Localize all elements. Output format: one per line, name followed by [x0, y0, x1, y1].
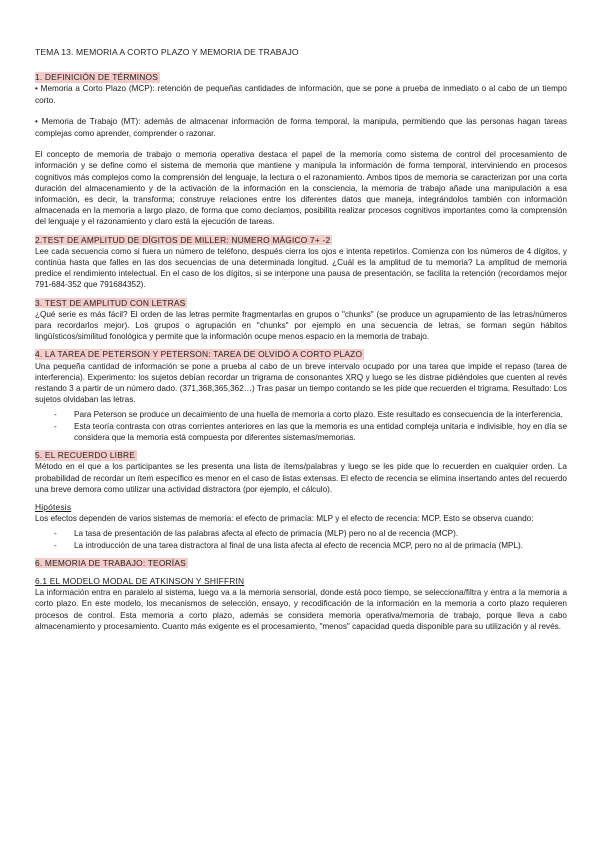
- section-4-heading: 4. LA TAREA DE PETERSON Y PETERSON: TAREA DE OLVIDÓ A CORTO PLAZO: [35, 349, 363, 360]
- hypothesis-paragraph: Los efectos dependen de varios sistemas de memoria: el efecto de primacía: MLP y el efecto de recencia: MCP. Esto se observa cuando:: [35, 514, 534, 524]
- section-2-paragraph: Lee cada secuencia como si fuera un número de teléfono, después cierra los ojos e intenta repetirlos. Comienza con los números de 4 dígitos, y continúa hasta que falles en las dos secuencias de una determinada longitud. ¿Cuál es la amplitud de tu memoria? La amplitud de memoria predice el rendimiento intelectual. En el caso de los dígitos, si se interpone una pausa de presentación, se facilita la retención (recordamos mejor 791-684-352 que 791684352).: [35, 246, 567, 290]
- mt-definition: • Memoria de Trabajo (MT): además de almacenar información de forma temporal, la manipula, permitiendo que las personas hagan tareas complejas como aprender, comprender o razonar.: [35, 117, 567, 138]
- list-item: - La tasa de presentación de las palabras afecta al efecto de primacía (MLP) pero no al de recencia (MCP).: [54, 529, 459, 539]
- section-4: [35, 349, 567, 443]
- dash-bullet: -: [54, 410, 57, 420]
- section-4-list: [35, 409, 567, 443]
- section-1: [35, 72, 567, 227]
- hypothesis-heading: Hipótesis: [35, 501, 72, 512]
- section-2: [35, 235, 567, 291]
- document-title: TEMA 13. MEMORIA A CORTO PLAZO Y MEMORIA DE TRABAJO: [35, 47, 299, 57]
- list-item: - Esta teoría contrasta con otras corrientes anteriores en las que la memoria es una entidad compleja unitaria e indivisible, hoy en día se considera que la memoria está compuesta por diferentes sistemas/memorias.: [54, 421, 567, 442]
- dash-bullet: -: [54, 421, 57, 431]
- section-6-heading: 6. MEMORIA DE TRABAJO: TEORÍAS: [35, 557, 186, 568]
- section-3-heading: 3. TEST DE AMPLITUD CON LETRAS: [35, 297, 186, 308]
- section-6: [35, 558, 567, 632]
- section-3: [35, 298, 567, 343]
- subsection-6-1-heading: 6.1 EL MODELO MODAL DE ATKINSON Y SHIFFRIN: [35, 575, 245, 586]
- section-5: [35, 450, 567, 551]
- working-memory-paragraph: El concepto de memoria de trabajo o memoria operativa destaca el papel de la memoria como sistema de control del procesamiento de información y se define como el sistema de memoria que mantiene y manipula la información de forma temporal, interviniendo en procesos cognitivos más complejos como la comprensión del lenguaje, la lectura o el razonamiento. Ambos tipos de memoria se caracterizan por una corta duración del almacenamiento y de la activación de la información en la consciencia, la memoria de trabajo añade una manipulación a esa información, es decir, la transforma; construye relaciones entre los diferentes datos que maneja, integrándolos también con información almacenada en la memoria a largo plazo, de forma que como decíamos, posibilita realizar procesos cognitivos importantes como la comprensión del lenguaje y el razonamiento y claro está la ejecución de tareas.: [35, 150, 567, 227]
- section-2-heading: 2.TEST DE AMPLITUD DE DÍGITOS DE MILLER: NUMERO MÁGICO 7+ -2: [35, 234, 331, 245]
- mcp-definition: • Memoria a Corto Plazo (MCP): retención de pequeñas cantidades de información, que se pone a prueba de inmediato o al cabo de un tiempo corto.: [35, 84, 567, 105]
- list-item: - La introducción de una tarea distractora al final de una lista afecta al efecto de recencia MCP, pero no al de primacía (MPL).: [54, 540, 524, 550]
- section-5-heading: 5. EL RECUERDO LIBRE: [35, 450, 136, 461]
- dash-bullet: -: [54, 529, 57, 539]
- section-6-paragraph: La información entra en paralelo al sistema, luego va a la memoria sensorial, donde está poco tiempo, se selecciona/filtra y entra a la memoria a corto plazo. En este modelo, los mecanismos de selección, ensayo, y recodificación de la información en la memoria a corto plazo requieren procesos de control. Esta memoria a corto plazo, además se considera memoria operativa/memoria de trabajo, porque lleva a cabo almacenamiento y procesamiento. Cuanto más exigente es el procesamiento, "menos" capacidad queda disponible para su utilización y al revés.: [35, 588, 567, 631]
- section-5-paragraph: Método en el que a los participantes se les presenta una lista de ítems/palabras y luego se les pide que lo recuerden en cualquier orden. La probabilidad de recordar un ítem específico es menor en el caso de listas extensas. El efecto de recencia se elimina insertando antes del recuerdo una breve demora como utilizar una actividad distractora (por ejemplo, el cálculo).: [35, 462, 567, 494]
- list-item: - Para Peterson se produce un decaimiento de una huella de memoria a corto plazo. Este resultado es consecuencia de la interferencia.: [54, 410, 563, 420]
- section-1-heading: 1. DEFINICIÓN DE TÉRMINOS: [35, 72, 159, 83]
- section-4-paragraph: Una pequeña cantidad de información se pone a prueba al cabo de un breve intervalo ocupado por una tarea que impide el repaso (tarea de interferencia). Experimento: los sujetos debían recordar un trigrama de consonantes XRQ y luego se les distrae pidiéndoles que cuenten al revés restando 3 a partir de un número dado. (371,368,365,362…) Tras pasar un tiempo contando se les pide que recuerden el trigrama. Resultado: Los sujetos olvidaban las letras.: [35, 361, 567, 405]
- section-5-list: [35, 528, 567, 550]
- section-3-paragraph: ¿Qué serie es más fácil? El orden de las letras permite fragmentarlas en grupos o "chunks" (se produce un agrupamiento de las letras/números para recordarlos mejor). Los grupos o agrupación en "chunks" por ejemplo en una secuencia de letras, se forman según hábitos lingüísticos/similitud fonológica y permite que la información ocupe menos espacio en la memoria de trabajo.: [35, 309, 567, 342]
- dash-bullet: -: [54, 540, 57, 550]
